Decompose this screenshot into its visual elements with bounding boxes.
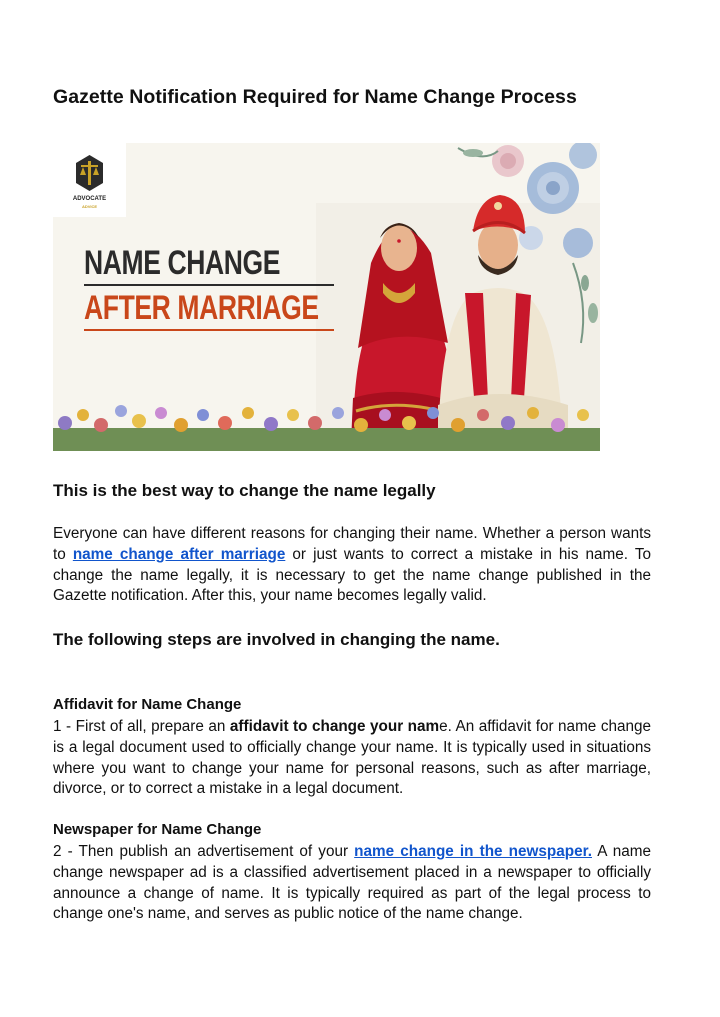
logo-subtitle: ADVICE — [81, 204, 98, 209]
headline-line-1: NAME CHANGE — [84, 244, 281, 282]
logo-name: ADVOCATE — [72, 196, 107, 202]
step1-subheading: Affidavit for Name Change — [53, 696, 242, 713]
scales-of-justice-icon — [73, 153, 106, 193]
intro-text-after: or just wants to correct a mistake in his name. To change the name legally, it is necessary to get the name change published in the Gazette notification. After this, your name becomes legally valid. — [53, 545, 651, 605]
intro-paragraph — [53, 524, 651, 607]
advocate-logo — [53, 143, 126, 217]
section-heading-best-way: This is the best way to change the name legally — [53, 481, 436, 500]
banner-headline — [84, 243, 338, 331]
step2-subheading: Newspaper for Name Change — [53, 821, 262, 838]
headline-divider — [84, 284, 334, 286]
step2-text-after: A name change newspaper ad is a classified advertisement placed in a newspaper to officially announce a change of name. It is typically required as part of the legal process to change one's name, and serves as public notice of the name change. — [53, 843, 652, 923]
banner-image — [53, 143, 600, 451]
step2-paragraph — [53, 842, 651, 925]
page-title: Gazette Notification Required for Name Change Process — [53, 86, 577, 108]
step1-paragraph — [53, 717, 651, 800]
step2-text-before: 2 - Then publish an advertisement of your — [53, 843, 355, 860]
groom-figure — [438, 195, 568, 443]
headline-underline — [84, 329, 334, 331]
step1-text-after: e. An affidavit for name change is a legal document used to officially change your name. It is typically used in situations where you want to change your name for personal reasons, such as after marriage, divorce, or to correct a mistake in a legal document. — [53, 718, 652, 798]
headline-line-2: AFTER MARRIAGE — [84, 289, 319, 327]
name-change-newspaper-link[interactable]: name change in the newspaper. — [354, 843, 592, 860]
intro-text-before: Everyone can have different reasons for changing their name. Whether a person wants to — [53, 525, 651, 563]
logo-text — [63, 196, 116, 211]
step1-text-before: 1 - First of all, prepare an — [53, 718, 230, 735]
step1-bold-text: affidavit to change your nam — [229, 718, 440, 735]
section-heading-steps: The following steps are involved in changing the name. — [53, 630, 500, 649]
name-change-after-marriage-link[interactable]: name change after marriage — [72, 545, 286, 563]
